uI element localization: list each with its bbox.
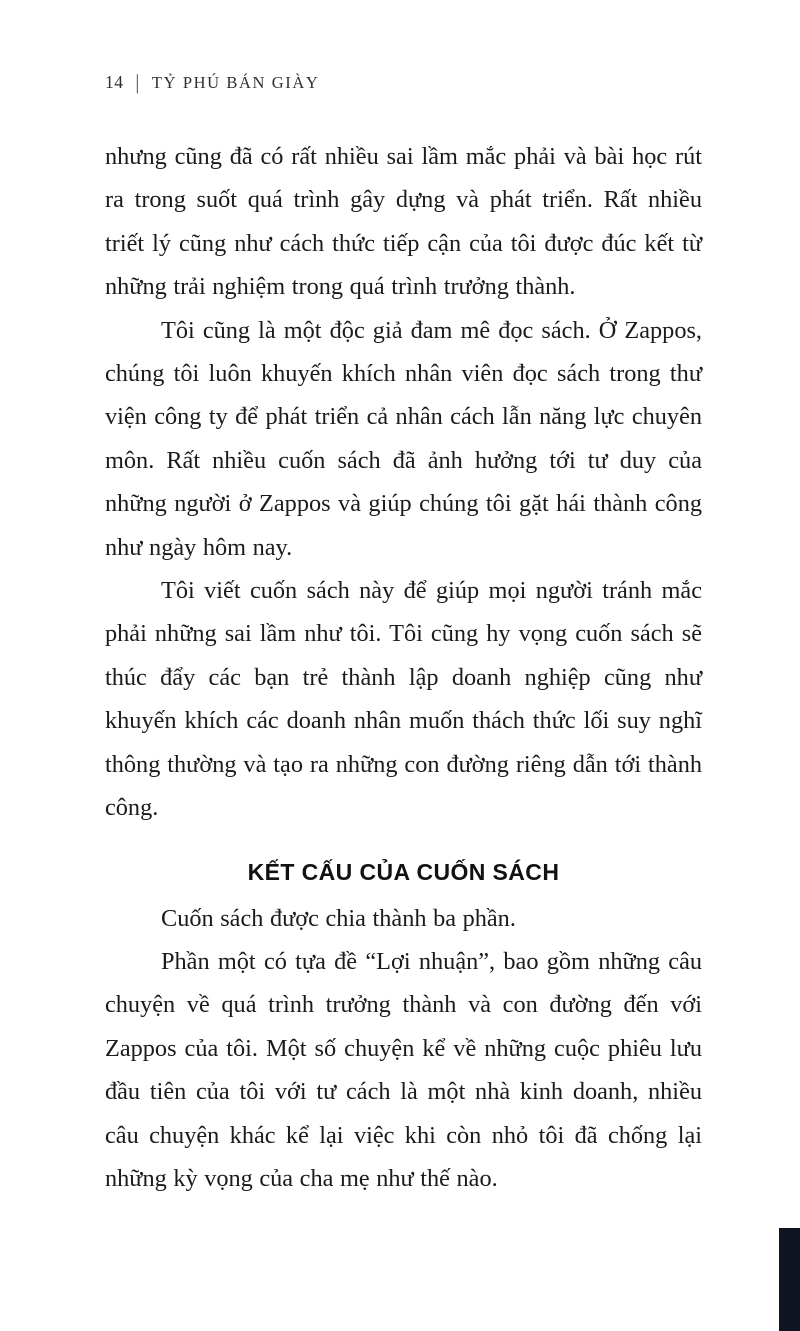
paragraph: Cuốn sách được chia thành ba phần. (161, 904, 516, 932)
page-body (105, 135, 702, 1200)
paragraph: Tôi cũng là một độc giả đam mê đọc sách. Ở Zappos, chúng tôi luôn khuyến khích nhân viên đọc sách trong thư viện công ty để phát triển cả nhân cách lẫn năng lực chuyên môn. Rất nhiều cuốn sách đã ảnh hưởng tới tư duy của những người ở Zappos và giúp chúng tôi gặt hái thành công như ngày hôm nay. (105, 316, 702, 561)
section-heading: KẾT CẤU CỦA CUỐN SÁCH (247, 858, 560, 885)
paragraph: Phần một có tựa đề “Lợi nhuận”, bao gồm những câu chuyện về quá trình trưởng thành và con đường đến với Zappos của tôi. Một số chuyện kể về những cuộc phiêu lưu đầu tiên của tôi với tư cách là một nhà kinh doanh, nhiều câu chuyện khác kể lại việc khi còn nhỏ tôi đã chống lại những kỳ vọng của cha mẹ như thế nào. (105, 947, 702, 1192)
paragraph: nhưng cũng đã có rất nhiều sai lầm mắc phải và bài học rút ra trong suốt quá trình gây dựng và phát triển. Rất nhiều triết lý cũng như cách thức tiếp cận của tôi được đúc kết từ những trải nghiệm trong quá trình trưởng thành. (105, 143, 702, 301)
page-number: 14 (105, 72, 124, 92)
running-header (105, 72, 702, 93)
paragraph: Tôi viết cuốn sách này để giúp mọi người tránh mắc phải những sai lầm như tôi. Tôi cũng hy vọng cuốn sách sẽ thúc đẩy các bạn trẻ thành lập doanh nghiệp cũng như khuyến khích các doanh nhân muốn thách thức lối suy nghĩ thông thường và tạo ra những con đường riêng dẫn tới thành công. (105, 577, 702, 822)
header-divider: | (135, 70, 140, 94)
running-title: TỶ PHÚ BÁN GIÀY (151, 72, 320, 92)
book-cover-edge (779, 1228, 800, 1331)
